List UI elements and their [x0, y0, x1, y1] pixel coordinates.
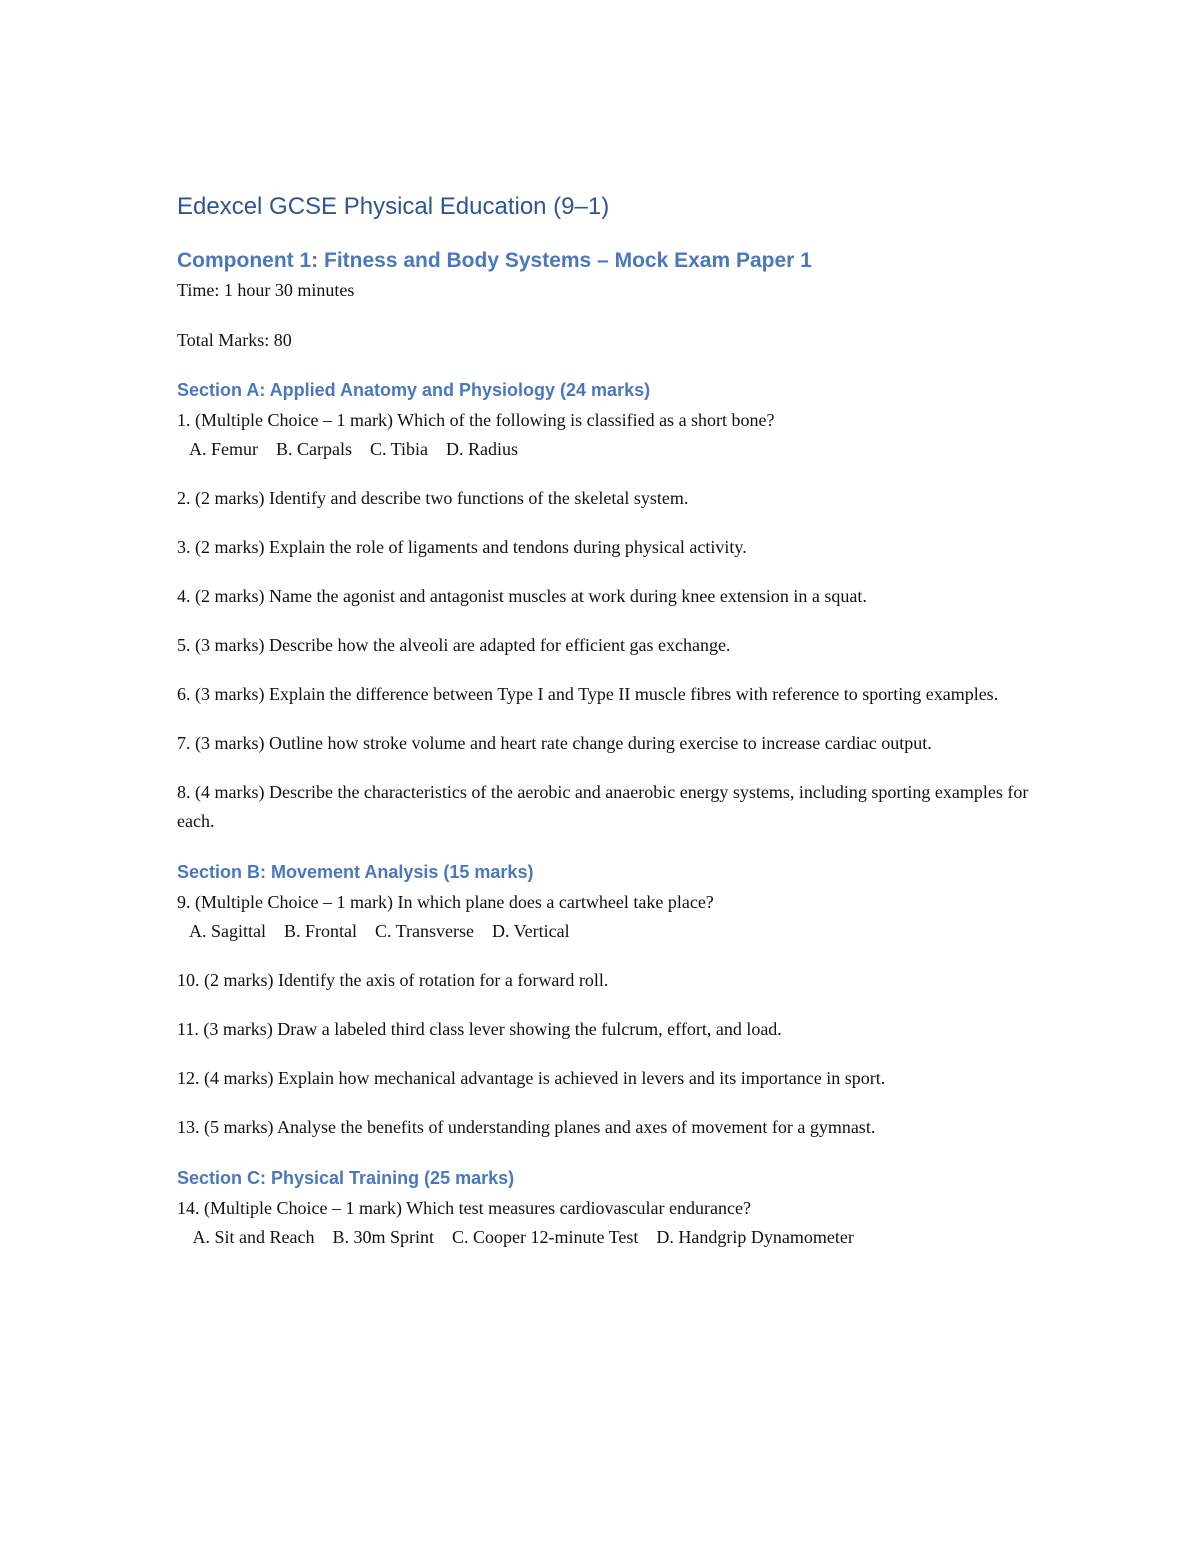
question-14-options: A. Sit and Reach B. 30m Sprint C. Cooper 12-minute Test D. Handgrip Dynamometer: [189, 1227, 854, 1247]
section-b-heading: Section B: Movement Analysis (15 marks): [177, 862, 534, 882]
question-14-text: 14. (Multiple Choice – 1 mark) Which test measures cardiovascular endurance?: [177, 1198, 751, 1218]
exam-total-marks: Total Marks: 80: [177, 330, 292, 350]
question-9-options: A. Sagittal B. Frontal C. Transverse D. Vertical: [189, 921, 570, 941]
question-9: [177, 888, 1037, 946]
document-subtitle: Component 1: Fitness and Body Systems – Mock Exam Paper 1: [177, 249, 812, 272]
question-9-text: 9. (Multiple Choice – 1 mark) In which plane does a cartwheel take place?: [177, 892, 714, 912]
question-1: [177, 406, 1037, 464]
question-14: [177, 1194, 1037, 1252]
question-5: 5. (3 marks) Describe how the alveoli are adapted for efficient gas exchange.: [177, 635, 731, 655]
question-7: 7. (3 marks) Outline how stroke volume and heart rate change during exercise to increase cardiac output.: [177, 733, 932, 753]
exam-time: Time: 1 hour 30 minutes: [177, 280, 355, 300]
question-6: 6. (3 marks) Explain the difference between Type I and Type II muscle fibres with reference to sporting examples.: [177, 684, 999, 704]
document-title: Edexcel GCSE Physical Education (9–1): [177, 193, 610, 220]
question-4: 4. (2 marks) Name the agonist and antagonist muscles at work during knee extension in a squat.: [177, 586, 867, 606]
document-page: [177, 190, 1037, 1252]
question-2: 2. (2 marks) Identify and describe two functions of the skeletal system.: [177, 488, 689, 508]
section-a-heading: Section A: Applied Anatomy and Physiology (24 marks): [177, 380, 651, 400]
question-10: 10. (2 marks) Identify the axis of rotation for a forward roll.: [177, 970, 609, 990]
section-c-heading: Section C: Physical Training (25 marks): [177, 1168, 515, 1188]
question-1-text: 1. (Multiple Choice – 1 mark) Which of the following is classified as a short bone?: [177, 410, 775, 430]
question-11: 11. (3 marks) Draw a labeled third class lever showing the fulcrum, effort, and load.: [177, 1019, 782, 1039]
question-1-options: A. Femur B. Carpals C. Tibia D. Radius: [189, 439, 519, 459]
question-3: 3. (2 marks) Explain the role of ligaments and tendons during physical activity.: [177, 537, 747, 557]
question-12: 12. (4 marks) Explain how mechanical advantage is achieved in levers and its importance in sport.: [177, 1068, 886, 1088]
question-13: 13. (5 marks) Analyse the benefits of understanding planes and axes of movement for a gymnast.: [177, 1117, 876, 1137]
question-8: 8. (4 marks) Describe the characteristics of the aerobic and anaerobic energy systems, including sporting examples for each.: [177, 782, 1029, 831]
